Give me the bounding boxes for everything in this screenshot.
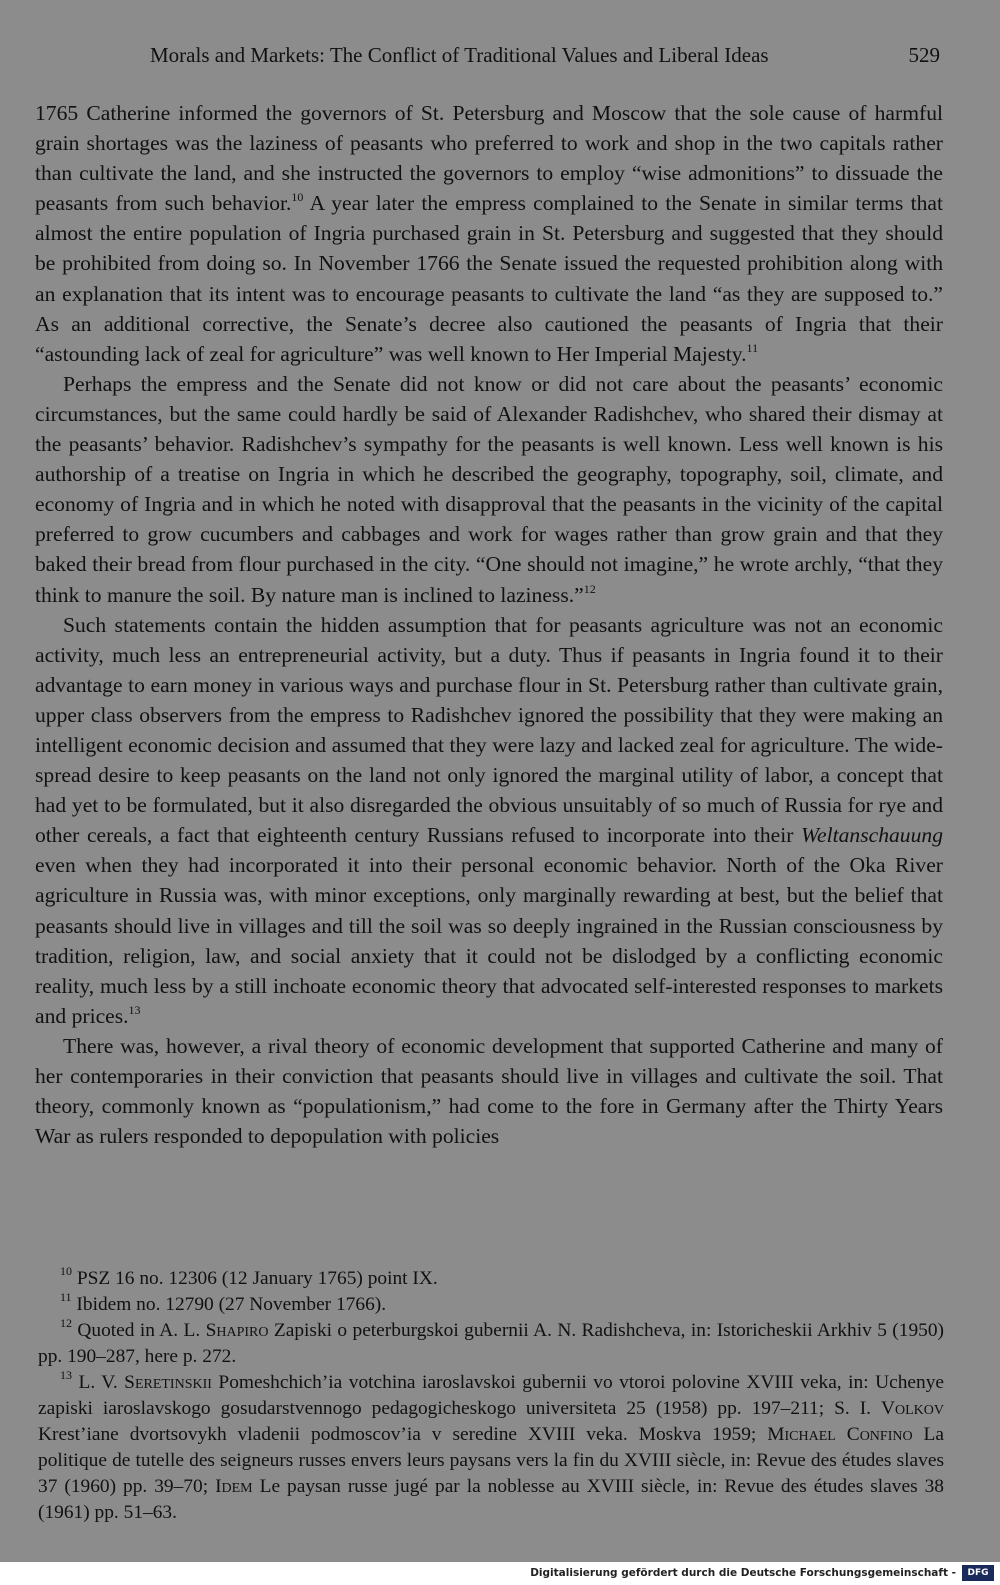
author-name: Seretinskii	[124, 1372, 212, 1393]
dfg-logo: DFG	[962, 1565, 994, 1581]
footnote-marker: 11	[60, 1290, 72, 1304]
footnote-marker: 12	[583, 581, 596, 596]
text-segment: L. V.	[72, 1372, 125, 1393]
text-segment: Zapiski o peterburgskoi gubernii A. N. Radishcheva, in: Istoricheskii Arkhiv 5 (1950) pp. 190–287, here p. 272.	[38, 1320, 944, 1367]
text-segment: A year later the empress complained to the Senate in similar terms that almost the entire population of Ingria purchased grain in St. Petersburg and suggested that they should be prohibited from doing so. In November 1766 the Senate issued the requested prohibition along with an explanation that its intent was to encourage peasants to cultivate the land “as they are supposed to.” As an additional corrective, the Senate’s decree also cautioned the peasants of Ingria that their “astounding lack of zeal for agriculture” was well known to Her Imperial Majesty.	[35, 191, 943, 366]
text-segment: La politique de tutelle des seigneurs russes envers leurs paysans vers la fin du XVIII siècle, in: Revue des études slaves 37 (1960) pp. 39–70;	[38, 1424, 944, 1497]
author-name: Michael Confino	[767, 1424, 913, 1445]
footnote	[38, 1292, 944, 1318]
footnote-marker: 10	[291, 190, 304, 205]
funding-credit: Digitalisierung gefördert durch die Deutsche Forschungsgemeinschaft -	[530, 1567, 956, 1579]
footnote-marker: 12	[60, 1316, 72, 1330]
footnote	[38, 1266, 944, 1292]
running-header	[150, 40, 940, 70]
author-name: Shapiro	[205, 1320, 269, 1341]
footnote-marker: 13	[128, 1002, 141, 1017]
footnote-marker: 13	[60, 1368, 72, 1382]
author-name: Volkov	[881, 1398, 944, 1419]
text-segment: Le paysan russe jugé par la noblesse au XVIII siècle, in: Revue des études slaves 38 (1961) pp. 51–63.	[38, 1476, 944, 1523]
text-segment: There was, however, a rival theory of economic development that supported Catherine and many of her contemporaries in their conviction that peasants should live in villages and cultivate the soil. That theory, commonly known as “populationism,” had come to the fore in Germany after the Thirty Years War as rulers responded to depopulation with policies	[35, 1033, 943, 1149]
footnotes	[38, 1266, 944, 1526]
text-segment: Quoted in A. L.	[72, 1320, 206, 1341]
body-paragraph	[35, 610, 943, 1031]
text-segment: 1765 Catherine informed the governors of St. Petersburg and Moscow that the sole cause of harmful grain shortages was the laziness of peasants who preferred to work and shop in the two capitals rather than cultivate the land, and she instructed the governors to employ “wise admonitions” to dissuade the peasants from such behavior.	[35, 101, 943, 216]
text-segment: Such statements contain the hidden assumption that for peasants agriculture was not an economic activity, much less an entrepreneurial activity, but a duty. Thus if peasants in Ingria found it to their advantage to earn money in various ways and purchase flour in St. Petersburg rather than cultivate grain, upper class observers from the empress to Radishchev ignored the possibility that they were making an intelligent economic decision and assumed that they were lazy and lacked zeal for agriculture. The wide-spread desire to keep peasants on the land not only ignored the marginal utility of labor, a concept that had yet to be formulated, but it also disregarded the obvious unsuitably of so much of Russia for rye and other cereals, a fact that eighteenth century Russians refused to incorporate into their	[35, 612, 943, 848]
text-segment: Ibidem no. 12790 (27 November 1766).	[71, 1294, 387, 1315]
footnote	[38, 1370, 944, 1526]
text-segment: even when they had incorporated it into their personal economic behavior. North of the Oka River agriculture in Russia was, with minor exceptions, only marginally rewarding at best, but the belief that peasants should live in villages and till the soil was so deeply ingrained in the Russian consciousness by tradition, religion, law, and social anxiety that it could not be dislodged by a conflicting economic reality, much less by a still inchoate economic theory that advocated self-interested responses to markets and prices.	[35, 853, 943, 1028]
text-segment: PSZ 16 no. 12306 (12 January 1765) point IX.	[72, 1268, 438, 1289]
footnote-marker: 11	[746, 340, 759, 355]
body-paragraph	[35, 98, 943, 369]
body-paragraph	[35, 369, 943, 610]
digitization-footer	[0, 1562, 1000, 1585]
body-text	[35, 98, 943, 1151]
footnote	[38, 1318, 944, 1370]
author-name: Idem	[215, 1476, 253, 1497]
body-paragraph	[35, 1031, 943, 1151]
text-segment: Perhaps the empress and the Senate did not know or did not care about the peasants’ economic circumstances, but the same could hardly be said of Alexander Radishchev, who shared their dismay at the peasants’ behavior. Radishchev’s sympathy for the peasants is well known. Less well known is his authorship of a treatise on Ingria in which he described the geography, topography, soil, climate, and economy of Ingria and in which he noted with disapproval that the peasants in the vicinity of the capital preferred to grow cucumbers and cabbages and work for wages rather than grow grain and that they baked their bread from flour purchased in the city. “One should not imagine,” he wrote archly, “that they think to manure the soil. By nature man is inclined to laziness.”	[35, 371, 943, 607]
page-number: 529	[908, 43, 940, 67]
footnote-marker: 10	[60, 1264, 72, 1278]
text-segment: Krest’iane dvortsovykh vladenii podmoscov’ia v seredine XVIII veka. Moskva 1959;	[38, 1424, 768, 1445]
text-segment: Pomeshchich’ia votchina iaroslavskoi gubernii vo vtoroi polovine XVIII veka, in: Uchenye zapiski iaroslavskogo gosudarstvennogo pedagogicheskogo universiteta 25 (1958) pp. 197–211; S. I.	[38, 1372, 944, 1419]
italic-text: Weltanschauung	[801, 823, 943, 848]
running-header-title: Morals and Markets: The Conflict of Traditional Values and Liberal Ideas	[150, 43, 769, 67]
